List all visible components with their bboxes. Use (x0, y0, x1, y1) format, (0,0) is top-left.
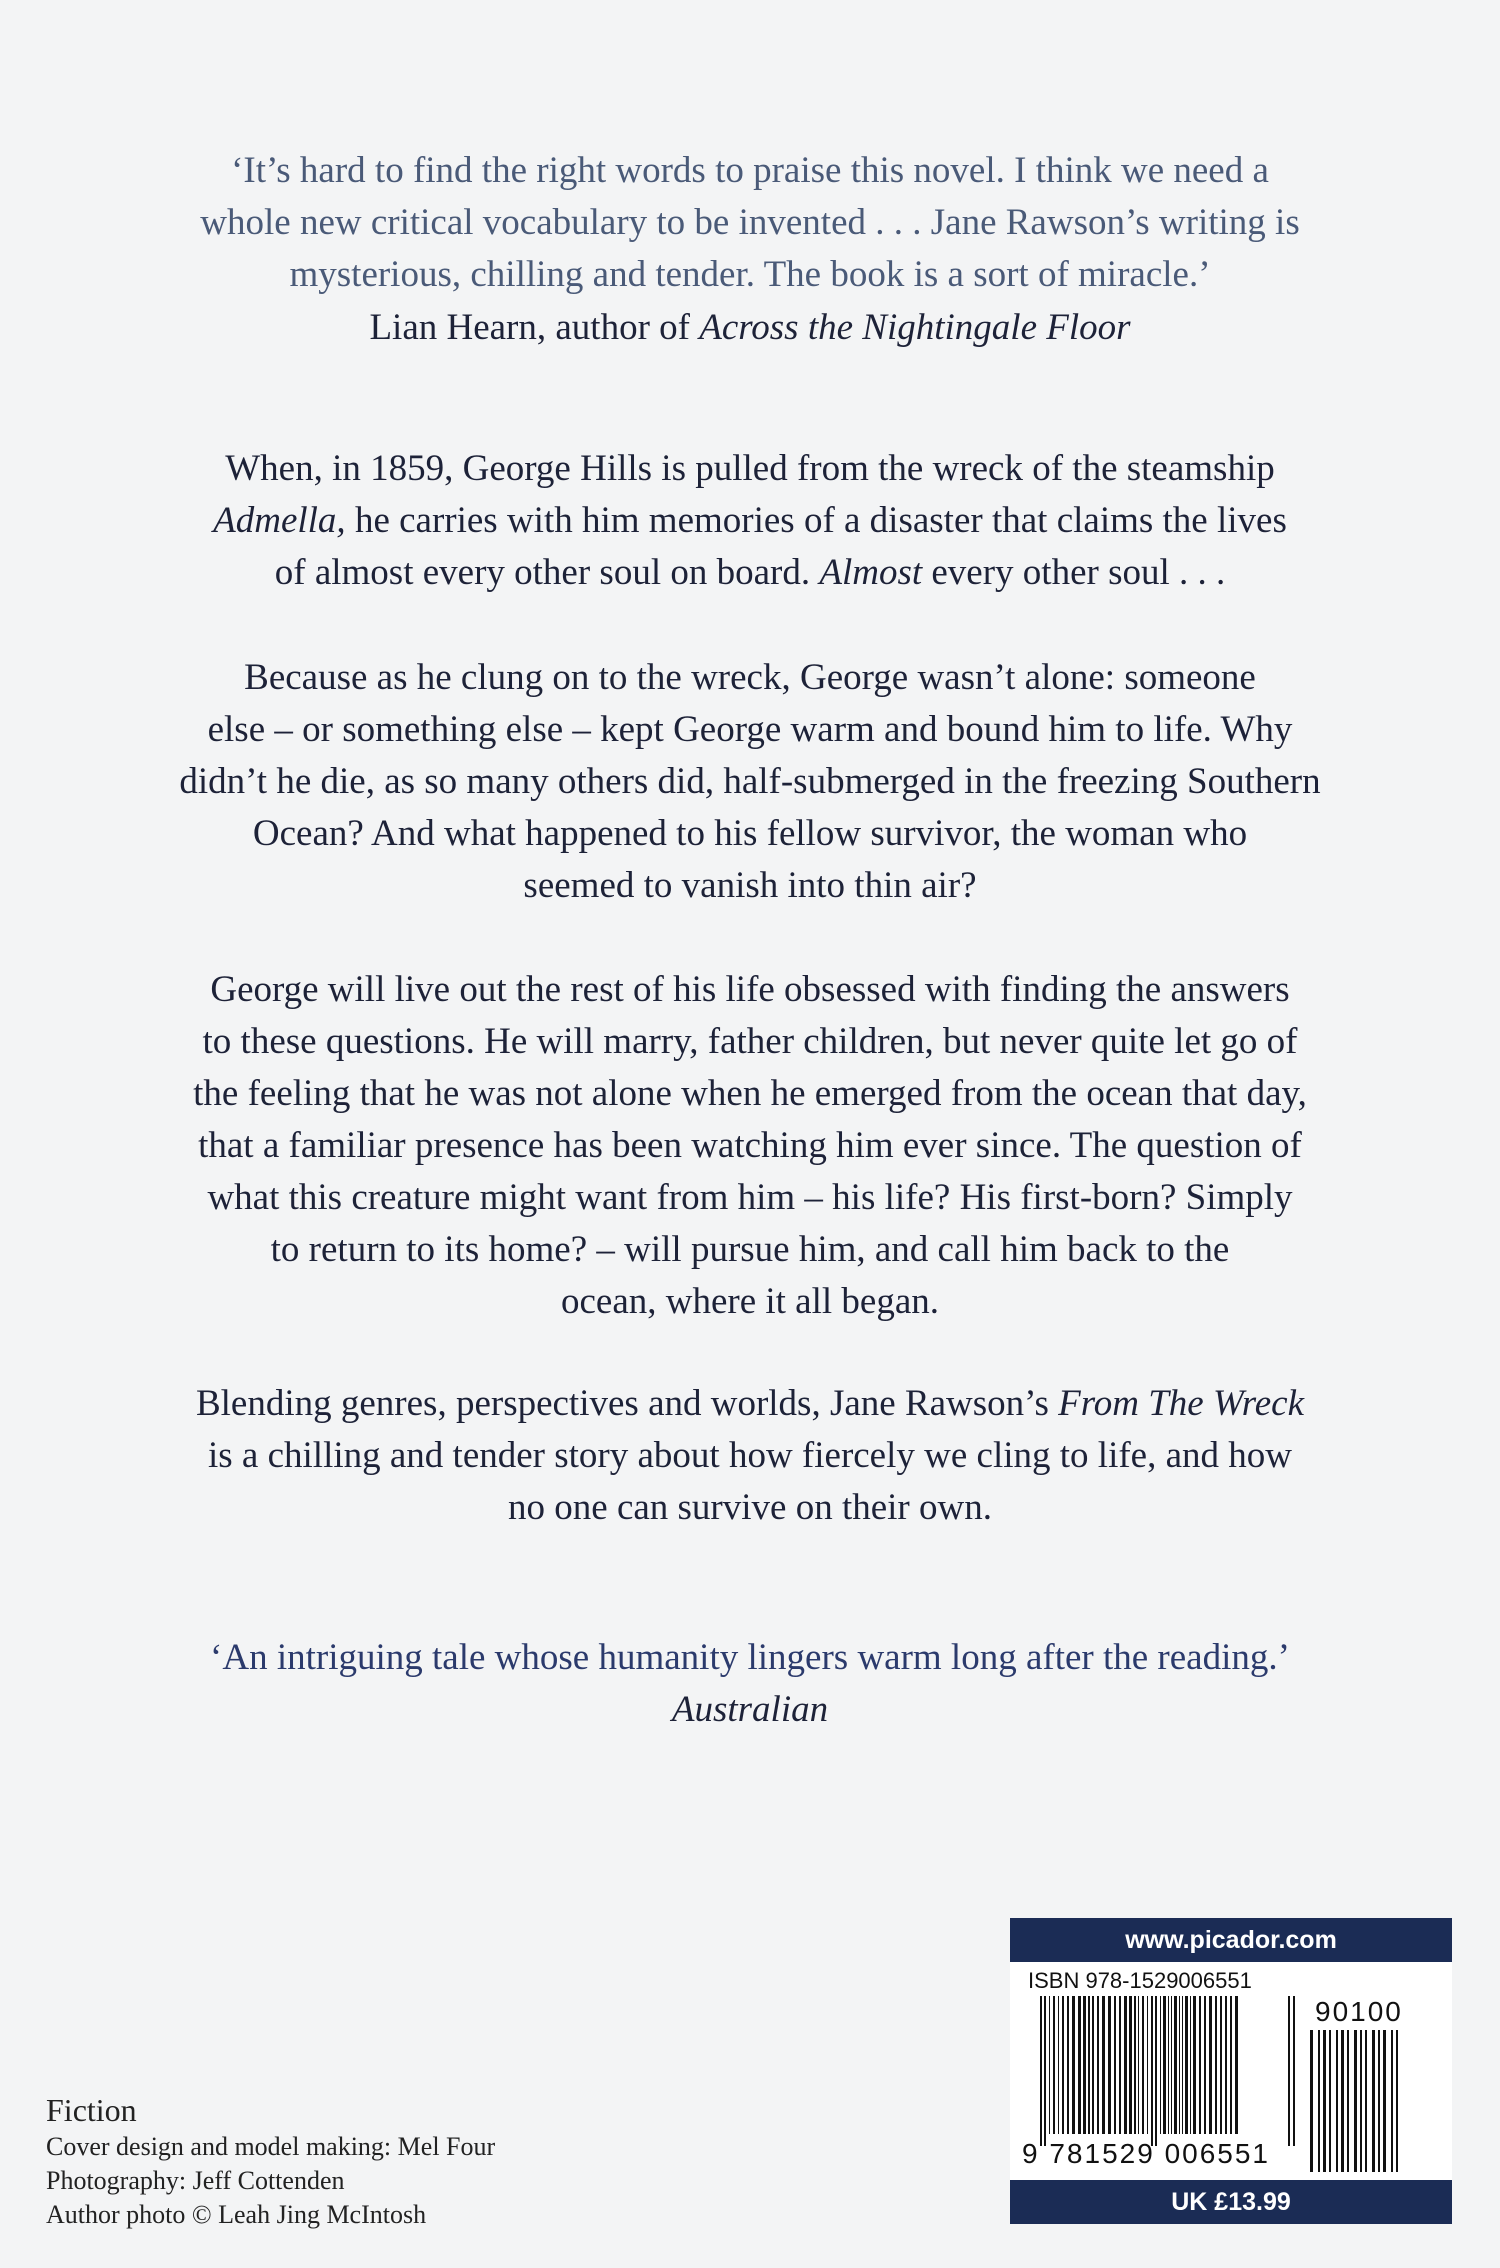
barcode-bar (1097, 1996, 1099, 2134)
barcode-bar (1155, 1996, 1157, 2146)
blurb-paragraph-1 (150, 443, 1350, 599)
blurb-line: seemed to vanish into thin air? (523, 865, 977, 906)
barcode-bar (1193, 1996, 1196, 2134)
barcode-bar (1318, 2030, 1320, 2172)
barcode-bar (1372, 2030, 1375, 2172)
publisher-website: www.picador.com (1010, 1918, 1452, 1962)
barcode-bar (1383, 2030, 1386, 2172)
quote-line: mysterious, chilling and tender. The book is a sort of miracle.’ (289, 254, 1211, 295)
review-source: Australian (671, 1689, 829, 1730)
blurb-text: of almost every other soul on board. (274, 552, 820, 593)
endorsement-attribution (150, 302, 1350, 354)
barcode-bar (1378, 2030, 1380, 2172)
barcode-addon-number: 90100 (1315, 1996, 1403, 2027)
blurb-text: he carries with him memories of a disaster that claims the lives (345, 500, 1287, 541)
barcode-bar (1288, 1996, 1290, 2146)
emphasis-almost: Almost (819, 552, 923, 593)
barcode-bar (1171, 1996, 1172, 2134)
barcode-bar (1062, 1996, 1064, 2134)
blurb-line: to these questions. He will marry, father children, but never quite let go of (202, 1021, 1298, 1062)
quote-line: ‘It’s hard to find the right words to praise this novel. I think we need a (231, 150, 1269, 191)
isbn-label: ISBN 978-1529006551 (1028, 1968, 1252, 1993)
blurb-line: George will live out the rest of his life obsessed with finding the answers (210, 969, 1290, 1010)
barcode-bar (1341, 2030, 1344, 2172)
barcode-bar (1138, 1996, 1139, 2134)
barcode-bar (1215, 1996, 1217, 2134)
cover-credit: Cover design and model making: Mel Four (46, 2132, 496, 2161)
credits-block (46, 2090, 606, 2232)
barcode-bar (1119, 1996, 1121, 2134)
barcode-bar (1360, 2030, 1362, 2172)
barcode-bar (1365, 2030, 1367, 2172)
barcode-bar (1114, 1996, 1116, 2134)
barcode-bar (1310, 2030, 1313, 2172)
barcode-bar (1160, 1996, 1161, 2134)
blurb-line: else – or something else – kept George warm and bound him to life. Why (207, 709, 1293, 750)
barcode-bar (1293, 1996, 1295, 2146)
barcode-bar (1179, 1996, 1180, 2134)
attribution-prefix: Lian Hearn, author of (369, 307, 700, 348)
barcode-bar (1078, 1996, 1081, 2134)
barcode-bar (1220, 1996, 1222, 2134)
barcode-bar (1102, 1996, 1105, 2134)
barcode-bar (1396, 2030, 1398, 2172)
barcode-bar (1347, 2030, 1349, 2172)
barcode-bar (1329, 2030, 1331, 2172)
barcode-bar (1185, 1996, 1188, 2134)
blurb-line: no one can survive on their own. (508, 1487, 992, 1528)
barcode-bar (1067, 1996, 1069, 2134)
blurb-line: the feeling that he was not alone when he emerged from the ocean that day, (193, 1073, 1307, 1114)
barcode-bar (1199, 1996, 1201, 2134)
blurb-paragraph-3 (150, 964, 1350, 1328)
barcode-bar (1142, 1996, 1144, 2134)
barcode-bar (1044, 1996, 1046, 2146)
barcode-bar (1092, 1996, 1094, 2134)
barcode-bar (1323, 2030, 1326, 2172)
barcode-bar (1336, 2030, 1338, 2172)
author-photo-credit: Author photo © Leah Jing McIntosh (46, 2200, 427, 2229)
barcode-bar (1190, 1996, 1191, 2134)
barcode-bar (1040, 1996, 1042, 2146)
blurb-line (150, 1378, 1350, 1430)
blurb-line: Ocean? And what happened to his fellow survivor, the woman who (252, 813, 1248, 854)
blurb-line: is a chilling and tender story about how fiercely we cling to life, and how (207, 1435, 1292, 1476)
barcode-bar (1209, 1996, 1212, 2134)
blurb-line: ocean, where it all began. (560, 1281, 940, 1322)
blurb-line: didn’t he die, as so many others did, half-submerged in the freezing Southern (179, 761, 1321, 802)
barcode-bar (1163, 1996, 1166, 2134)
barcode-bar (1391, 2030, 1393, 2172)
review-text: ‘An intriguing tale whose humanity lingers warm long after the reading.’ (210, 1637, 1290, 1678)
barcode-bar (1230, 1996, 1232, 2134)
barcode-bar (1182, 1996, 1183, 2134)
barcode-bar (1129, 1996, 1132, 2134)
barcode-bar (1354, 2030, 1357, 2172)
barcode-bar (1151, 1996, 1153, 2146)
blurb-line (150, 495, 1350, 547)
barcode-bars (1010, 1918, 1452, 2224)
blurb-line: to return to its home? – will pursue him, and call him back to the (270, 1229, 1230, 1270)
attribution-book-title: Across the Nightingale Floor (699, 307, 1131, 348)
endorsement-quote (150, 145, 1350, 301)
barcode-bar (1124, 1996, 1127, 2134)
review-quote (150, 1632, 1350, 1736)
barcode-bar (1147, 1996, 1148, 2134)
barcode-bar (1225, 1996, 1227, 2134)
barcode-bar (1049, 1996, 1050, 2134)
blurb-paragraph-4 (150, 1378, 1350, 1534)
blurb-line (150, 547, 1350, 599)
photography-credit: Photography: Jeff Cottenden (46, 2166, 345, 2195)
price-label: UK £13.99 (1010, 2180, 1452, 2224)
barcode-panel (1010, 1918, 1452, 2224)
blurb-text: Blending genres, perspectives and worlds, Jane Rawson’s (195, 1383, 1059, 1424)
ship-name: Admella, (213, 500, 346, 541)
blurb-line: When, in 1859, George Hills is pulled from the wreck of the steamship (225, 448, 1275, 489)
quote-line: whole new critical vocabulary to be invented . . . Jane Rawson’s writing is (200, 202, 1300, 243)
barcode-bar (1168, 1996, 1169, 2134)
blurb-line: Because as he clung on to the wreck, George wasn’t alone: someone (244, 657, 1256, 698)
book-title: From The Wreck (1058, 1383, 1305, 1424)
barcode-bar (1053, 1996, 1055, 2134)
barcode-bar (1108, 1996, 1111, 2134)
blurb-line: what this creature might want from him – his life? His first-born? Simply (207, 1177, 1293, 1218)
barcode-bar (1072, 1996, 1075, 2134)
barcode-bar (1235, 1996, 1238, 2134)
blurb-text: every other soul . . . (922, 552, 1226, 593)
barcode-number: 9 781529 006551 (1022, 2138, 1270, 2169)
barcode-bar (1134, 1996, 1136, 2134)
barcode-bar (1058, 1996, 1059, 2134)
barcode-bar (1088, 1996, 1090, 2134)
blurb-line: that a familiar presence has been watching him ever since. The question of (198, 1125, 1302, 1166)
barcode-bar (1083, 1996, 1086, 2134)
blurb-paragraph-2 (150, 652, 1350, 912)
genre-label: Fiction (46, 2092, 137, 2128)
barcode-bar (1174, 1996, 1177, 2134)
barcode-bar (1204, 1996, 1206, 2134)
